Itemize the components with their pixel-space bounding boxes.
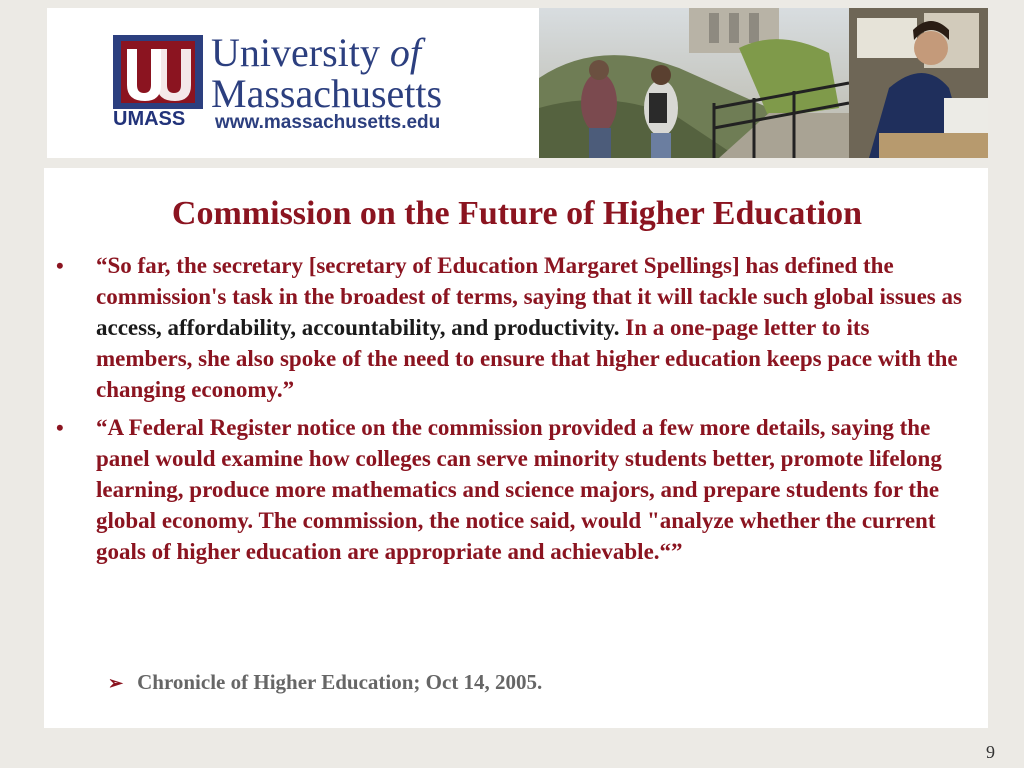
university-word: University <box>211 30 380 75</box>
bullet-dot: • <box>56 415 64 440</box>
bullet-2-text: “A Federal Register notice on the commission provided a few more details, saying the panel would examine how colleges can serve minority students better, promote lifelong learning, produce more mathematics and science majors, and prepare students for the global economy. The commission, the notice said, would "analyze whether the current goals of higher education are appropriate and achievable.“” <box>96 415 942 564</box>
university-website: www.massachusetts.edu <box>215 112 441 133</box>
bullet-item-2 <box>56 412 971 567</box>
campus-photo <box>539 8 988 158</box>
source-text: Chronicle of Higher Education; Oct 14, 2005. <box>137 670 543 694</box>
slide-title: Commission on the Future of Higher Education <box>171 195 863 232</box>
arrow-bullet-icon: ➢ <box>108 673 124 693</box>
bullet-1-text-highlight: access, affordability, accountability, and productivity. <box>96 315 620 340</box>
bullet-dot: • <box>56 253 64 278</box>
umass-logo-mark <box>113 35 203 109</box>
university-name-line2: Massachusetts <box>211 71 443 116</box>
source-citation <box>108 670 542 695</box>
bullet-item-1 <box>56 250 971 405</box>
page-number: 9 <box>986 742 995 762</box>
university-name-line1 <box>211 30 421 75</box>
university-logo <box>47 8 539 158</box>
umass-abbrev: UMASS <box>113 108 186 130</box>
bullet-1-text-a: “So far, the secretary [secretary of Education Margaret Spellings] has defined the commission's task in the broadest of terms, saying that it will tackle such global issues as <box>96 253 962 309</box>
bullet-1-text-b: In a one-page letter to its members, she also spoke of the need to ensure that higher education keeps pace with the changing economy.” <box>96 315 958 402</box>
of-word: of <box>389 30 421 75</box>
header-banner <box>47 8 988 158</box>
bullet-list <box>56 250 971 574</box>
